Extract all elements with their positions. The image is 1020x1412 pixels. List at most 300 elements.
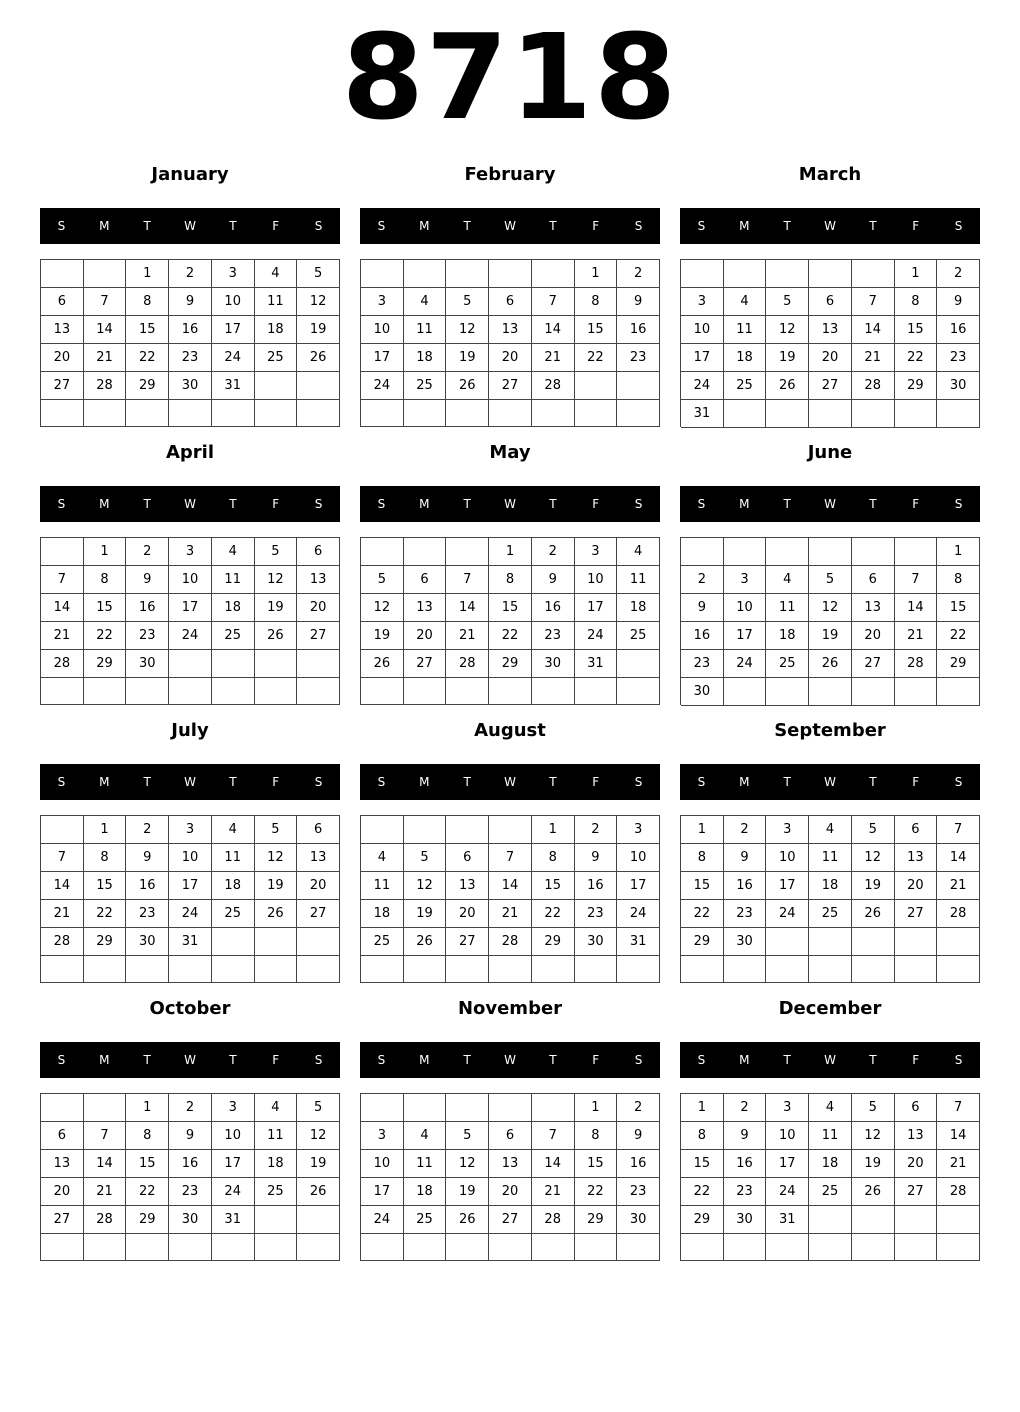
day-cell: 19 <box>446 1178 489 1206</box>
day-cell: 5 <box>255 538 298 566</box>
day-cell: 24 <box>212 1178 255 1206</box>
day-cell <box>361 1234 404 1261</box>
day-cell: 25 <box>212 622 255 650</box>
weekday-label: S <box>314 1053 323 1067</box>
day-cell: 28 <box>852 372 895 400</box>
day-cell <box>937 1206 980 1234</box>
day-cell: 21 <box>532 344 575 372</box>
weekday-label: S <box>634 219 643 233</box>
day-cell <box>297 956 340 983</box>
day-cell: 27 <box>297 622 340 650</box>
day-cell: 10 <box>766 1122 809 1150</box>
day-cell: 14 <box>41 872 84 900</box>
day-cell: 25 <box>404 1206 447 1234</box>
day-cell: 26 <box>852 1178 895 1206</box>
day-cell: 10 <box>575 566 618 594</box>
weekday-label: T <box>143 497 151 511</box>
day-cell: 20 <box>895 1150 938 1178</box>
day-cell: 22 <box>575 1178 618 1206</box>
day-cell: 20 <box>895 872 938 900</box>
day-cell <box>297 1234 340 1261</box>
day-cell: 15 <box>937 594 980 622</box>
day-cell: 8 <box>84 566 127 594</box>
day-cell <box>575 956 618 983</box>
day-cell: 6 <box>297 538 340 566</box>
day-cell: 5 <box>852 816 895 844</box>
day-cell: 4 <box>361 844 404 872</box>
month-name: April <box>165 442 215 463</box>
day-cell: 1 <box>681 816 724 844</box>
day-cell: 8 <box>84 844 127 872</box>
weekday-label: F <box>272 219 280 233</box>
day-cell: 18 <box>809 1150 852 1178</box>
day-cell: 18 <box>724 344 767 372</box>
day-cell: 14 <box>84 316 127 344</box>
weekday-label: W <box>184 497 196 511</box>
day-cell <box>532 956 575 983</box>
day-cell: 5 <box>297 1094 340 1122</box>
day-cell <box>212 400 255 427</box>
day-cell: 6 <box>895 816 938 844</box>
day-cell: 15 <box>575 316 618 344</box>
day-cell: 1 <box>575 1094 618 1122</box>
day-cell <box>681 956 724 983</box>
day-cell <box>169 1234 212 1261</box>
day-cell <box>681 538 724 566</box>
day-cell <box>809 928 852 956</box>
day-cell: 13 <box>41 316 84 344</box>
day-cell: 1 <box>84 816 127 844</box>
day-cell <box>852 260 895 288</box>
day-cell <box>852 538 895 566</box>
day-grid <box>40 1093 340 1261</box>
weekday-label: F <box>272 1053 280 1067</box>
day-cell: 3 <box>766 816 809 844</box>
day-cell: 20 <box>404 622 447 650</box>
day-cell: 30 <box>724 1206 767 1234</box>
day-cell <box>446 260 489 288</box>
day-cell <box>297 400 340 427</box>
day-cell: 7 <box>84 288 127 316</box>
day-cell: 20 <box>297 594 340 622</box>
day-cell: 25 <box>255 344 298 372</box>
day-cell: 25 <box>361 928 404 956</box>
day-cell: 14 <box>895 594 938 622</box>
day-cell: 12 <box>446 1150 489 1178</box>
day-cell <box>895 956 938 983</box>
day-cell: 3 <box>169 816 212 844</box>
weekday-label: T <box>869 497 877 511</box>
day-cell: 22 <box>489 622 532 650</box>
month-name: January <box>151 164 229 185</box>
weekday-label: M <box>99 775 110 789</box>
day-cell: 30 <box>126 928 169 956</box>
month-name: September <box>774 720 886 741</box>
day-cell <box>446 816 489 844</box>
day-cell <box>212 956 255 983</box>
day-cell: 6 <box>41 288 84 316</box>
day-cell: 15 <box>681 1150 724 1178</box>
day-grid <box>680 537 980 705</box>
day-cell: 28 <box>41 650 84 678</box>
day-cell: 22 <box>84 900 127 928</box>
day-cell <box>766 400 809 428</box>
day-cell: 15 <box>84 872 127 900</box>
month-name: August <box>474 720 546 741</box>
day-cell: 14 <box>937 1122 980 1150</box>
day-cell: 12 <box>255 844 298 872</box>
day-cell <box>809 1234 852 1261</box>
weekday-label: M <box>419 775 430 789</box>
weekday-label: W <box>184 775 196 789</box>
day-cell: 2 <box>937 260 980 288</box>
day-cell <box>852 1206 895 1234</box>
day-cell: 28 <box>41 928 84 956</box>
day-cell <box>446 956 489 983</box>
day-cell: 9 <box>169 1122 212 1150</box>
day-cell: 23 <box>937 344 980 372</box>
day-cell: 3 <box>169 538 212 566</box>
day-cell: 22 <box>575 344 618 372</box>
day-cell <box>895 1206 938 1234</box>
day-cell <box>617 956 660 983</box>
day-cell: 30 <box>169 372 212 400</box>
day-cell: 14 <box>532 316 575 344</box>
day-cell: 13 <box>41 1150 84 1178</box>
weekday-label: T <box>463 219 471 233</box>
day-cell: 1 <box>84 538 127 566</box>
day-cell: 12 <box>809 594 852 622</box>
day-cell: 26 <box>255 900 298 928</box>
day-cell: 2 <box>126 816 169 844</box>
day-cell: 22 <box>84 622 127 650</box>
weekday-label: S <box>697 497 706 511</box>
day-cell <box>617 650 660 678</box>
day-cell: 25 <box>809 900 852 928</box>
day-cell: 18 <box>212 872 255 900</box>
day-cell <box>361 956 404 983</box>
weekday-label: S <box>634 775 643 789</box>
day-cell: 21 <box>84 344 127 372</box>
day-cell <box>212 678 255 705</box>
day-cell: 4 <box>809 1094 852 1122</box>
day-cell <box>937 1234 980 1261</box>
day-cell: 24 <box>724 650 767 678</box>
day-cell: 23 <box>681 650 724 678</box>
day-cell: 7 <box>937 816 980 844</box>
day-cell: 28 <box>84 1206 127 1234</box>
day-cell: 24 <box>681 372 724 400</box>
day-cell: 7 <box>532 288 575 316</box>
day-cell <box>404 400 447 427</box>
day-cell: 13 <box>852 594 895 622</box>
day-cell: 28 <box>937 900 980 928</box>
weekday-label: W <box>184 1053 196 1067</box>
day-cell: 2 <box>724 1094 767 1122</box>
day-cell: 23 <box>575 900 618 928</box>
weekday-label: W <box>824 1053 836 1067</box>
day-cell: 1 <box>489 538 532 566</box>
weekday-label: F <box>592 497 600 511</box>
day-cell: 28 <box>532 1206 575 1234</box>
weekday-label: F <box>592 775 600 789</box>
day-cell: 31 <box>617 928 660 956</box>
day-cell: 21 <box>532 1178 575 1206</box>
weekday-label: W <box>504 775 516 789</box>
day-cell: 26 <box>297 344 340 372</box>
day-cell: 4 <box>617 538 660 566</box>
day-cell: 15 <box>489 594 532 622</box>
weekday-header <box>680 764 980 800</box>
weekday-label: W <box>184 219 196 233</box>
day-cell <box>404 956 447 983</box>
day-cell: 5 <box>809 566 852 594</box>
day-cell: 25 <box>212 900 255 928</box>
month-name: March <box>798 164 862 185</box>
month-name: June <box>807 442 853 463</box>
day-cell: 21 <box>895 622 938 650</box>
day-cell: 21 <box>489 900 532 928</box>
weekday-label: M <box>99 1053 110 1067</box>
day-cell: 22 <box>937 622 980 650</box>
weekday-label: T <box>783 775 791 789</box>
day-cell <box>724 1234 767 1261</box>
day-cell: 26 <box>404 928 447 956</box>
day-cell: 27 <box>297 900 340 928</box>
day-cell: 30 <box>126 650 169 678</box>
day-cell <box>361 260 404 288</box>
weekday-label: F <box>912 497 920 511</box>
day-cell: 28 <box>937 1178 980 1206</box>
day-cell: 17 <box>169 594 212 622</box>
day-cell <box>575 400 618 427</box>
day-cell: 19 <box>446 344 489 372</box>
day-cell: 9 <box>724 844 767 872</box>
day-cell <box>489 678 532 705</box>
day-cell <box>809 538 852 566</box>
day-cell: 9 <box>169 288 212 316</box>
weekday-label: T <box>869 219 877 233</box>
day-cell: 24 <box>361 1206 404 1234</box>
day-cell <box>937 956 980 983</box>
day-cell: 15 <box>895 316 938 344</box>
day-cell: 8 <box>126 1122 169 1150</box>
weekday-label: M <box>739 775 750 789</box>
day-cell: 12 <box>852 1122 895 1150</box>
weekday-header <box>680 208 980 244</box>
day-cell: 9 <box>617 288 660 316</box>
day-cell: 26 <box>255 622 298 650</box>
day-cell: 27 <box>404 650 447 678</box>
day-cell: 4 <box>212 538 255 566</box>
day-cell: 22 <box>126 344 169 372</box>
day-cell: 10 <box>212 288 255 316</box>
day-cell <box>809 956 852 983</box>
day-cell: 10 <box>724 594 767 622</box>
weekday-header <box>680 486 980 522</box>
day-cell: 20 <box>41 344 84 372</box>
day-cell <box>575 372 618 400</box>
weekday-header <box>40 1042 340 1078</box>
day-cell: 12 <box>404 872 447 900</box>
day-cell: 12 <box>297 288 340 316</box>
day-cell: 5 <box>446 1122 489 1150</box>
day-cell: 14 <box>84 1150 127 1178</box>
day-cell: 14 <box>852 316 895 344</box>
day-cell: 21 <box>937 1150 980 1178</box>
day-cell: 27 <box>852 650 895 678</box>
day-cell: 26 <box>766 372 809 400</box>
day-cell: 14 <box>446 594 489 622</box>
weekday-label: F <box>912 1053 920 1067</box>
weekday-label: T <box>229 1053 237 1067</box>
month-name: November <box>457 998 563 1019</box>
weekday-label: S <box>954 1053 963 1067</box>
day-cell <box>766 928 809 956</box>
day-cell: 26 <box>361 650 404 678</box>
day-cell: 20 <box>446 900 489 928</box>
day-cell: 23 <box>617 1178 660 1206</box>
day-cell: 29 <box>575 1206 618 1234</box>
day-cell <box>532 678 575 705</box>
day-cell: 17 <box>766 872 809 900</box>
day-cell: 3 <box>724 566 767 594</box>
day-cell: 17 <box>724 622 767 650</box>
weekday-label: S <box>697 775 706 789</box>
day-cell <box>361 538 404 566</box>
day-cell: 11 <box>212 844 255 872</box>
day-cell <box>724 538 767 566</box>
day-cell: 11 <box>404 1150 447 1178</box>
weekday-header <box>360 486 660 522</box>
day-cell: 5 <box>446 288 489 316</box>
day-cell <box>617 1234 660 1261</box>
day-cell <box>809 400 852 428</box>
day-cell <box>766 678 809 706</box>
day-cell <box>446 400 489 427</box>
day-cell: 20 <box>41 1178 84 1206</box>
day-cell <box>895 1234 938 1261</box>
day-cell: 28 <box>489 928 532 956</box>
day-cell: 5 <box>404 844 447 872</box>
day-cell <box>724 956 767 983</box>
day-cell <box>404 260 447 288</box>
day-cell: 21 <box>852 344 895 372</box>
day-cell: 9 <box>937 288 980 316</box>
weekday-label: W <box>824 775 836 789</box>
day-cell: 18 <box>404 344 447 372</box>
day-cell: 19 <box>361 622 404 650</box>
day-grid <box>680 815 980 983</box>
day-cell: 24 <box>575 622 618 650</box>
day-cell: 29 <box>126 372 169 400</box>
day-cell: 8 <box>532 844 575 872</box>
calendar-year-title: 8718 <box>341 8 679 146</box>
day-grid <box>40 537 340 705</box>
day-cell: 3 <box>361 288 404 316</box>
day-cell: 16 <box>126 594 169 622</box>
weekday-label: S <box>377 497 386 511</box>
month-name: December <box>778 998 882 1019</box>
day-cell: 17 <box>361 1178 404 1206</box>
weekday-header <box>40 764 340 800</box>
day-cell: 23 <box>724 1178 767 1206</box>
day-cell: 1 <box>126 1094 169 1122</box>
weekday-label: F <box>912 775 920 789</box>
day-cell: 15 <box>84 594 127 622</box>
day-cell: 25 <box>255 1178 298 1206</box>
day-cell <box>41 400 84 427</box>
day-cell: 13 <box>895 1122 938 1150</box>
day-cell: 18 <box>255 1150 298 1178</box>
day-cell: 2 <box>575 816 618 844</box>
day-cell <box>489 1094 532 1122</box>
day-cell <box>84 400 127 427</box>
day-cell: 6 <box>404 566 447 594</box>
day-cell: 10 <box>617 844 660 872</box>
day-cell: 19 <box>852 872 895 900</box>
day-cell <box>446 1234 489 1261</box>
day-cell <box>297 678 340 705</box>
day-cell <box>361 816 404 844</box>
day-cell: 26 <box>809 650 852 678</box>
day-cell: 29 <box>126 1206 169 1234</box>
day-cell: 9 <box>681 594 724 622</box>
day-cell <box>489 816 532 844</box>
weekday-label: S <box>57 775 66 789</box>
day-cell: 25 <box>724 372 767 400</box>
day-cell: 21 <box>84 1178 127 1206</box>
day-cell: 4 <box>404 1122 447 1150</box>
day-cell: 15 <box>532 872 575 900</box>
day-cell: 9 <box>126 566 169 594</box>
day-cell: 31 <box>681 400 724 428</box>
day-cell: 13 <box>297 566 340 594</box>
day-cell: 18 <box>255 316 298 344</box>
weekday-label: T <box>143 775 151 789</box>
day-cell: 20 <box>809 344 852 372</box>
day-cell: 30 <box>617 1206 660 1234</box>
day-cell: 18 <box>766 622 809 650</box>
weekday-label: F <box>592 219 600 233</box>
day-cell: 17 <box>212 316 255 344</box>
day-cell: 11 <box>766 594 809 622</box>
weekday-label: W <box>504 1053 516 1067</box>
day-cell <box>937 400 980 428</box>
day-cell: 25 <box>809 1178 852 1206</box>
weekday-label: T <box>869 775 877 789</box>
day-cell <box>532 1094 575 1122</box>
weekday-label: S <box>634 497 643 511</box>
day-cell: 31 <box>169 928 212 956</box>
day-cell: 5 <box>361 566 404 594</box>
day-cell: 11 <box>404 316 447 344</box>
day-cell: 4 <box>212 816 255 844</box>
day-cell <box>126 400 169 427</box>
day-cell <box>852 956 895 983</box>
month-name: May <box>489 442 531 463</box>
day-cell <box>766 538 809 566</box>
day-cell <box>724 400 767 428</box>
day-cell <box>852 678 895 706</box>
day-cell: 8 <box>489 566 532 594</box>
weekday-label: S <box>697 219 706 233</box>
day-cell: 31 <box>212 1206 255 1234</box>
day-cell <box>852 928 895 956</box>
day-cell: 13 <box>809 316 852 344</box>
day-cell <box>489 260 532 288</box>
day-cell: 22 <box>126 1178 169 1206</box>
